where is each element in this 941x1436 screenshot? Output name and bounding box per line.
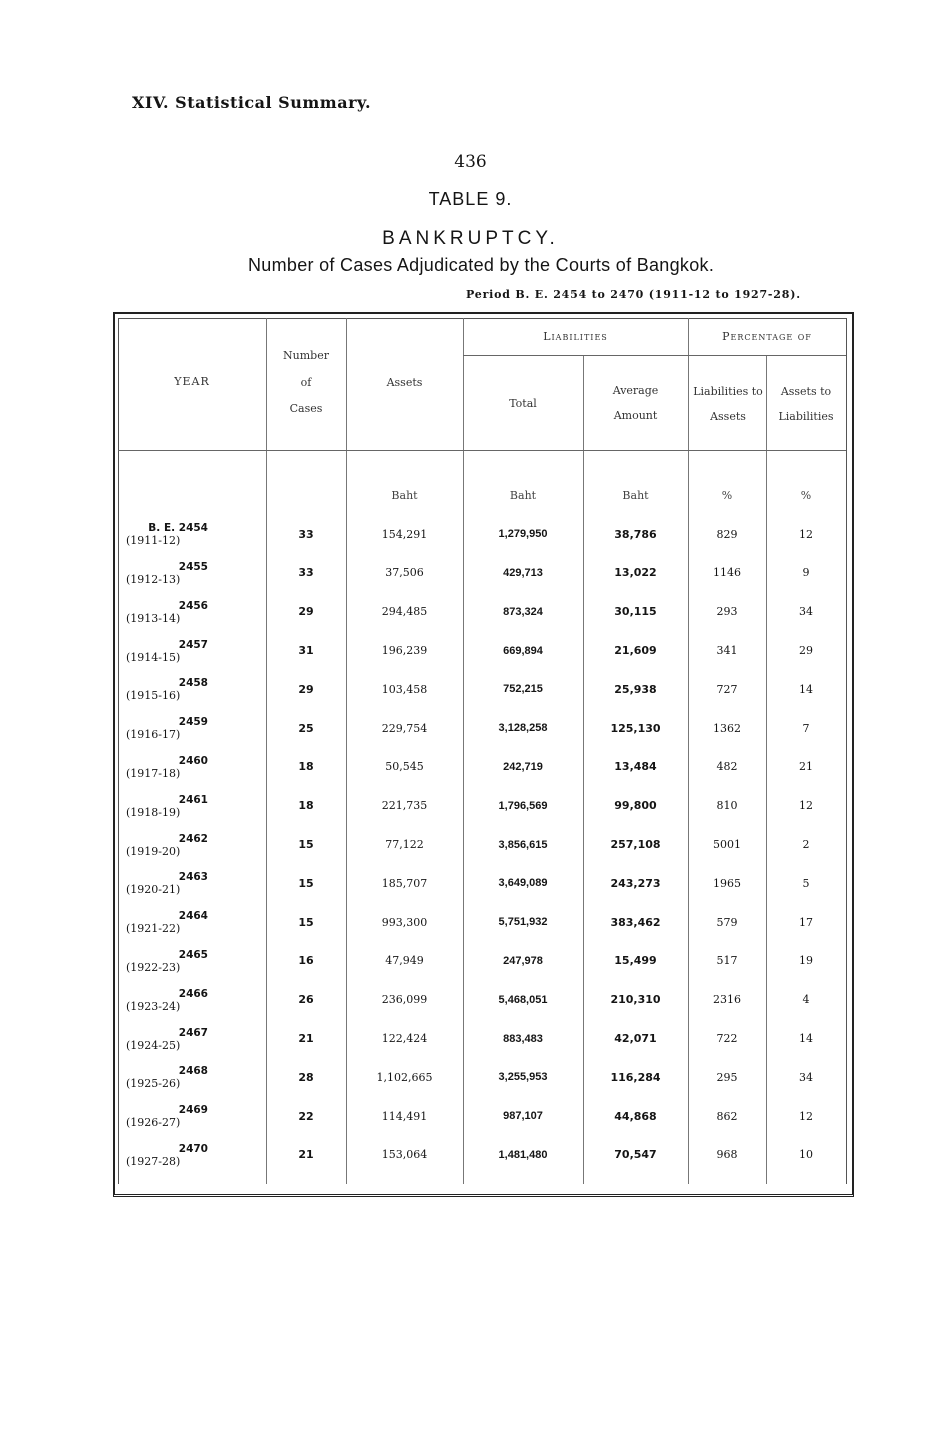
cell-year xyxy=(118,592,266,631)
cell-cases: 18 xyxy=(298,760,314,774)
cell-liabilities-total: 883,483 xyxy=(503,1032,543,1045)
year-be: 2468 xyxy=(178,1065,208,1078)
cell-liabilities-total: 3,649,089 xyxy=(498,877,548,890)
year-be: 2459 xyxy=(178,716,208,729)
cell-year xyxy=(118,903,266,942)
cell-pct-liab-to-assets: 517 xyxy=(716,954,738,968)
header-liabilities-total: Total xyxy=(509,397,537,410)
bankruptcy-table xyxy=(118,476,846,1174)
cell-pct-assets-to-liab: 12 xyxy=(799,799,813,813)
year-ad: (1913-14) xyxy=(126,611,181,625)
table-row xyxy=(118,670,846,709)
cell-pct-liab-to-assets: 968 xyxy=(716,1148,738,1162)
cell-year xyxy=(118,748,266,787)
year-be: 2465 xyxy=(178,948,208,961)
cell-liabilities-average: 210,310 xyxy=(610,993,661,1007)
table-row xyxy=(118,786,846,825)
year-ad: (1911-12) xyxy=(126,534,181,548)
cell-year xyxy=(118,670,266,709)
cell-assets: 103,458 xyxy=(381,682,428,696)
year-ad: (1921-22) xyxy=(126,922,181,936)
cell-liabilities-average: 30,115 xyxy=(614,605,657,619)
cell-assets: 154,291 xyxy=(381,527,428,541)
table-row xyxy=(118,592,846,631)
cell-cases: 15 xyxy=(298,876,314,890)
header-liab-to-assets-line2: Assets xyxy=(710,410,746,423)
units-year xyxy=(118,476,266,515)
cell-liabilities-total: 247,978 xyxy=(503,954,543,967)
year-be: 2455 xyxy=(178,560,208,573)
cell-year xyxy=(118,1058,266,1097)
cell-pct-assets-to-liab: 5 xyxy=(802,876,810,890)
cell-cases: 22 xyxy=(298,1109,314,1123)
period-note: Period B. E. 2454 to 2470 (1911-12 to 1927-28). xyxy=(466,288,801,301)
year-ad: (1922-23) xyxy=(126,960,181,974)
cell-pct-liab-to-assets: 1146 xyxy=(713,566,741,580)
year-ad: (1918-19) xyxy=(126,805,181,819)
cell-pct-liab-to-assets: 579 xyxy=(716,915,738,929)
cell-liabilities-total: 242,719 xyxy=(503,760,543,773)
cell-assets: 50,545 xyxy=(385,760,424,774)
header-cases-line3: Cases xyxy=(289,402,323,415)
cell-cases: 25 xyxy=(298,721,314,735)
year-be: 2461 xyxy=(178,793,208,806)
table-label: TABLE 9. xyxy=(428,189,513,209)
year-be: 2464 xyxy=(178,910,208,923)
cell-liabilities-average: 42,071 xyxy=(614,1032,657,1046)
cell-year xyxy=(118,786,266,825)
units-row xyxy=(118,476,846,515)
cell-liabilities-average: 13,484 xyxy=(614,760,657,774)
cell-pct-assets-to-liab: 7 xyxy=(802,721,810,735)
cell-assets: 196,239 xyxy=(381,644,428,658)
cell-cases: 28 xyxy=(298,1070,314,1084)
cell-cases: 15 xyxy=(298,838,314,852)
year-ad: (1923-24) xyxy=(126,999,181,1013)
year-be: 2462 xyxy=(178,832,208,845)
cell-liabilities-total: 873,324 xyxy=(503,605,543,618)
year-ad: (1912-13) xyxy=(126,572,181,586)
table-row xyxy=(118,1136,846,1175)
header-rule xyxy=(118,450,846,451)
cell-assets: 114,491 xyxy=(381,1109,428,1123)
page-number: 436 xyxy=(454,152,487,172)
cell-liabilities-total: 429,713 xyxy=(503,566,543,579)
cell-assets: 37,506 xyxy=(385,566,424,580)
cell-year xyxy=(118,1097,266,1136)
cell-pct-liab-to-assets: 1965 xyxy=(713,876,741,890)
cell-liabilities-average: 44,868 xyxy=(614,1109,657,1123)
cell-pct-liab-to-assets: 293 xyxy=(716,605,738,619)
cell-cases: 15 xyxy=(298,915,314,929)
cell-year xyxy=(118,825,266,864)
units-pct-assets-to-liab: % xyxy=(800,488,812,502)
cell-cases: 18 xyxy=(298,799,314,813)
table-row xyxy=(118,515,846,554)
table-row xyxy=(118,1058,846,1097)
cell-cases: 21 xyxy=(298,1148,314,1162)
cell-liabilities-total: 3,255,953 xyxy=(498,1071,548,1084)
cell-pct-liab-to-assets: 829 xyxy=(716,527,738,541)
cell-liabilities-average: 38,786 xyxy=(614,527,657,541)
cell-pct-assets-to-liab: 14 xyxy=(799,1032,813,1046)
cell-assets: 221,735 xyxy=(381,799,428,813)
cell-assets: 294,485 xyxy=(381,605,428,619)
year-be: B. E. 2454 xyxy=(148,522,208,535)
cell-pct-liab-to-assets: 482 xyxy=(716,760,738,774)
cell-year xyxy=(118,864,266,903)
cell-cases: 29 xyxy=(298,682,314,696)
cell-liabilities-total: 752,215 xyxy=(503,683,543,696)
cell-year xyxy=(118,980,266,1019)
cell-assets: 47,949 xyxy=(385,954,424,968)
cell-pct-assets-to-liab: 12 xyxy=(799,1109,813,1123)
cell-pct-assets-to-liab: 12 xyxy=(799,527,813,541)
table-row xyxy=(118,748,846,787)
cell-assets: 185,707 xyxy=(381,876,428,890)
table-row xyxy=(118,1019,846,1058)
cell-pct-assets-to-liab: 17 xyxy=(799,915,813,929)
units-assets: Baht xyxy=(391,488,418,502)
header-average-line2: Amount xyxy=(613,409,658,422)
year-be: 2458 xyxy=(178,677,208,690)
table-row xyxy=(118,709,846,748)
year-ad: (1915-16) xyxy=(126,689,181,703)
cell-pct-liab-to-assets: 727 xyxy=(716,682,738,696)
cell-liabilities-average: 243,273 xyxy=(610,876,661,890)
cell-liabilities-total: 1,796,569 xyxy=(498,799,548,812)
cell-pct-assets-to-liab: 2 xyxy=(802,838,810,852)
year-be: 2460 xyxy=(178,754,208,767)
cell-pct-liab-to-assets: 1362 xyxy=(713,721,741,735)
cell-assets: 122,424 xyxy=(381,1032,428,1046)
cell-pct-assets-to-liab: 34 xyxy=(799,605,813,619)
cell-year xyxy=(118,1019,266,1058)
table-row xyxy=(118,554,846,593)
cell-pct-assets-to-liab: 10 xyxy=(799,1148,813,1162)
cell-year xyxy=(118,631,266,670)
cell-liabilities-total: 3,856,615 xyxy=(498,838,548,851)
cell-cases: 31 xyxy=(298,644,314,658)
cell-liabilities-average: 99,800 xyxy=(614,799,657,813)
table-row xyxy=(118,980,846,1019)
cell-pct-assets-to-liab: 29 xyxy=(799,644,813,658)
table-row xyxy=(118,1097,846,1136)
section-heading: XIV. Statistical Summary. xyxy=(132,93,372,112)
header-year: YEAR xyxy=(174,375,210,388)
year-ad: (1925-26) xyxy=(126,1077,181,1091)
table-row xyxy=(118,903,846,942)
cell-liabilities-total: 669,894 xyxy=(503,644,543,657)
year-be: 2467 xyxy=(178,1026,208,1039)
cell-pct-assets-to-liab: 14 xyxy=(799,682,813,696)
table-frame-inner-top xyxy=(118,318,847,319)
cell-cases: 16 xyxy=(298,954,314,968)
cell-liabilities-total: 5,468,051 xyxy=(498,993,548,1006)
year-ad: (1924-25) xyxy=(126,1038,181,1052)
cell-liabilities-total: 1,279,950 xyxy=(498,528,548,541)
year-be: 2457 xyxy=(178,638,208,651)
cell-pct-liab-to-assets: 2316 xyxy=(713,993,741,1007)
units-cases xyxy=(266,476,346,515)
cell-liabilities-average: 15,499 xyxy=(614,954,657,968)
year-be: 2470 xyxy=(178,1142,208,1155)
cell-assets: 993,300 xyxy=(381,915,428,929)
cell-liabilities-total: 987,107 xyxy=(503,1110,543,1123)
page-title: BANKRUPTCY. xyxy=(382,228,559,249)
year-ad: (1916-17) xyxy=(126,728,181,742)
year-be: 2456 xyxy=(178,599,208,612)
cell-cases: 29 xyxy=(298,605,314,619)
header-subrule xyxy=(463,355,846,356)
units-pct-liab-to-assets: % xyxy=(721,488,733,502)
table-row xyxy=(118,864,846,903)
header-assets-to-liab-line1: Assets to xyxy=(780,385,832,398)
cell-pct-assets-to-liab: 19 xyxy=(799,954,813,968)
cell-liabilities-average: 70,547 xyxy=(614,1148,657,1162)
cell-year xyxy=(118,942,266,981)
header-average-line1: Average xyxy=(612,384,659,397)
cell-year xyxy=(118,1136,266,1175)
header-percentage-of: Percentage of xyxy=(722,330,812,343)
cell-pct-liab-to-assets: 341 xyxy=(716,644,738,658)
cell-assets: 229,754 xyxy=(381,721,428,735)
header-assets: Assets xyxy=(386,376,423,389)
year-be: 2469 xyxy=(178,1104,208,1117)
cell-pct-liab-to-assets: 5001 xyxy=(713,838,741,852)
units-total: Baht xyxy=(509,488,537,502)
cell-cases: 33 xyxy=(298,566,314,580)
cell-cases: 21 xyxy=(298,1032,314,1046)
header-cases-line1: Number xyxy=(283,349,329,362)
cell-pct-liab-to-assets: 810 xyxy=(716,799,738,813)
table-row xyxy=(118,942,846,981)
year-be: 2463 xyxy=(178,871,208,884)
cell-year xyxy=(118,515,266,554)
table-row xyxy=(118,631,846,670)
cell-pct-liab-to-assets: 862 xyxy=(716,1109,738,1123)
cell-year xyxy=(118,709,266,748)
cell-liabilities-average: 383,462 xyxy=(610,915,661,929)
cell-cases: 33 xyxy=(298,527,314,541)
cell-liabilities-total: 3,128,258 xyxy=(498,722,548,735)
cell-assets: 77,122 xyxy=(385,838,424,852)
cell-liabilities-average: 21,609 xyxy=(614,644,657,658)
cell-pct-assets-to-liab: 21 xyxy=(799,760,813,774)
cell-assets: 153,064 xyxy=(381,1148,428,1162)
year-ad: (1919-20) xyxy=(126,844,181,858)
header-liab-to-assets-line1: Liabilities to xyxy=(693,385,763,398)
year-ad: (1917-18) xyxy=(126,766,181,780)
cell-pct-liab-to-assets: 295 xyxy=(716,1070,738,1084)
year-ad: (1927-28) xyxy=(126,1154,181,1168)
cell-liabilities-average: 125,130 xyxy=(610,721,661,735)
year-ad: (1920-21) xyxy=(126,883,181,897)
header-cases-line2: of xyxy=(300,376,312,389)
cell-liabilities-average: 25,938 xyxy=(614,682,657,696)
units-average: Baht xyxy=(622,488,649,502)
year-be: 2466 xyxy=(178,987,208,1000)
cell-liabilities-total: 5,751,932 xyxy=(498,916,548,929)
header-liabilities: Liabilities xyxy=(543,330,608,343)
year-ad: (1926-27) xyxy=(126,1116,181,1130)
header-assets-to-liab-line2: Liabilities xyxy=(778,410,834,423)
cell-assets: 1,102,665 xyxy=(376,1070,433,1084)
cell-liabilities-average: 257,108 xyxy=(610,838,661,852)
subtitle: Number of Cases Adjudicated by the Courts of Bangkok. xyxy=(248,255,715,275)
cell-liabilities-average: 13,022 xyxy=(614,566,657,580)
cell-assets: 236,099 xyxy=(381,993,428,1007)
cell-pct-assets-to-liab: 9 xyxy=(802,566,810,580)
year-ad: (1914-15) xyxy=(126,650,181,664)
table-frame-inner-right xyxy=(846,318,847,1184)
cell-liabilities-total: 1,481,480 xyxy=(498,1148,548,1161)
cell-liabilities-average: 116,284 xyxy=(610,1070,661,1084)
cell-year xyxy=(118,554,266,593)
cell-cases: 26 xyxy=(298,993,314,1007)
table-row xyxy=(118,825,846,864)
cell-pct-assets-to-liab: 4 xyxy=(802,993,810,1007)
cell-pct-assets-to-liab: 34 xyxy=(799,1070,813,1084)
cell-pct-liab-to-assets: 722 xyxy=(716,1032,738,1046)
